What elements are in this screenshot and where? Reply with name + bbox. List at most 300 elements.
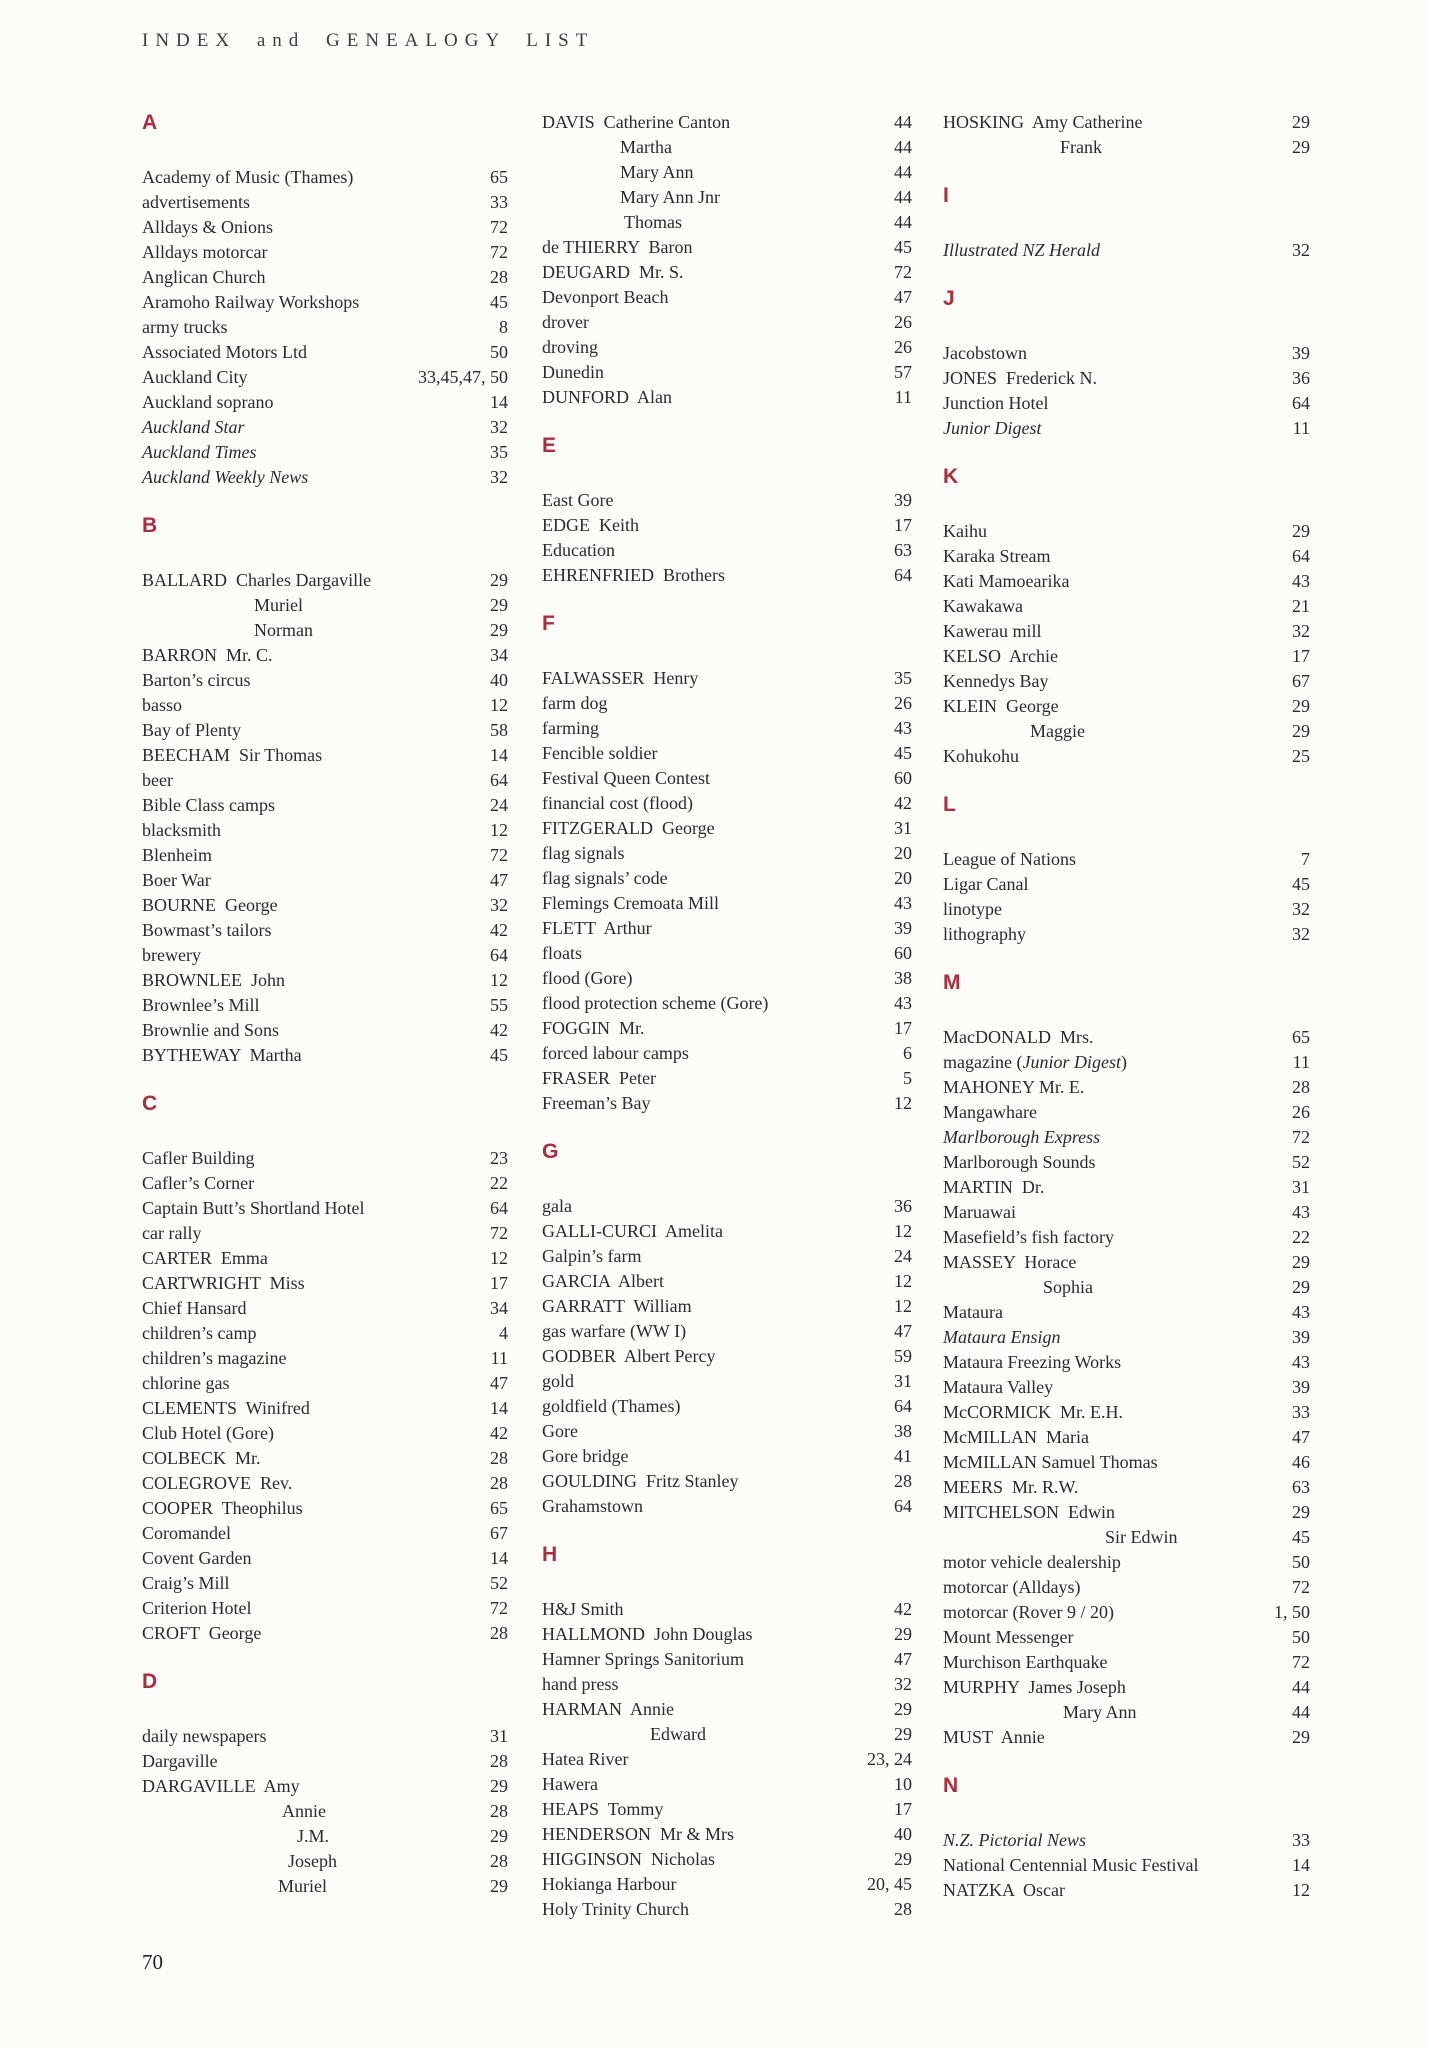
index-entry xyxy=(943,366,1310,391)
index-entry xyxy=(542,1419,912,1444)
index-entry xyxy=(542,110,912,135)
entry-page: 65 xyxy=(490,167,508,187)
index-entry xyxy=(943,897,1310,922)
index-entry xyxy=(943,1150,1310,1175)
index-entry xyxy=(943,1600,1310,1625)
entry-label: MEERS Mr. R.W. xyxy=(943,1477,1079,1497)
entry-label: flood protection scheme (Gore) xyxy=(542,993,769,1013)
entry-label: Kaihu xyxy=(943,521,987,541)
index-entry xyxy=(943,519,1310,544)
entry-label: Ligar Canal xyxy=(943,874,1029,894)
index-entry xyxy=(943,719,1310,744)
entry-page: 32 xyxy=(1292,924,1310,944)
entry-page: 12 xyxy=(490,695,508,715)
entry-page: 60 xyxy=(894,768,912,788)
entry-label: East Gore xyxy=(542,490,614,510)
entry-label: FOGGIN Mr. xyxy=(542,1018,645,1038)
entry-label: children’s camp xyxy=(142,1323,257,1343)
entry-label: Auckland City xyxy=(142,367,248,387)
entry-label: McCORMICK Mr. E.H. xyxy=(943,1402,1124,1422)
entry-label: gas warfare (WW I) xyxy=(542,1321,687,1341)
entry-page: 29 xyxy=(894,1849,912,1869)
index-entry xyxy=(142,290,508,315)
index-entry xyxy=(142,818,508,843)
index-entry xyxy=(142,1799,508,1824)
entry-label: flag signals xyxy=(542,843,625,863)
entry-label: GARCIA Albert xyxy=(542,1271,665,1291)
index-entry xyxy=(943,1275,1310,1300)
index-entry xyxy=(542,941,912,966)
entry-page: 29 xyxy=(490,1876,508,1896)
index-entry xyxy=(943,1375,1310,1400)
entry-page: 12 xyxy=(894,1296,912,1316)
entry-label: Hokianga Harbour xyxy=(542,1874,677,1894)
entry-page: 42 xyxy=(490,1020,508,1040)
index-entry xyxy=(542,360,912,385)
entry-label: Auckland soprano xyxy=(142,392,274,412)
index-entry xyxy=(943,135,1310,160)
section-entries xyxy=(943,1828,1310,1903)
index-entry xyxy=(142,1546,508,1571)
entry-label: GOULDING Fritz Stanley xyxy=(542,1471,739,1491)
index-entry xyxy=(542,1469,912,1494)
entry-page: 41 xyxy=(894,1446,912,1466)
entry-label: Galpin’s farm xyxy=(542,1246,642,1266)
index-entry xyxy=(542,916,912,941)
index-entry xyxy=(142,1724,508,1749)
entry-page: 29 xyxy=(894,1699,912,1719)
entry-page: 72 xyxy=(490,1598,508,1618)
entry-label: advertisements xyxy=(142,192,250,212)
index-entry xyxy=(943,1075,1310,1100)
index-entry xyxy=(142,1043,508,1068)
entry-label: HALLMOND John Douglas xyxy=(542,1624,753,1644)
entry-page: 14 xyxy=(490,1398,508,1418)
entry-label: MARTIN Dr. xyxy=(943,1177,1045,1197)
index-entry xyxy=(542,513,912,538)
entry-label: Kennedys Bay xyxy=(943,671,1049,691)
entry-label: MASSEY Horace xyxy=(943,1252,1077,1272)
entry-label: Kawakawa xyxy=(943,596,1023,616)
index-entry xyxy=(542,1897,912,1922)
entry-page: 44 xyxy=(894,187,912,207)
entry-page: 28 xyxy=(490,1751,508,1771)
index-entry xyxy=(943,1250,1310,1275)
entry-page: 29 xyxy=(490,595,508,615)
entry-page: 10 xyxy=(894,1774,912,1794)
entry-label: Marlborough Sounds xyxy=(943,1152,1096,1172)
index-entry xyxy=(542,538,912,563)
index-section-b xyxy=(142,513,508,1068)
entry-label: gala xyxy=(542,1196,572,1216)
index-entry xyxy=(142,315,508,340)
index-entry xyxy=(142,1749,508,1774)
index-entry xyxy=(142,918,508,943)
index-entry xyxy=(943,341,1310,366)
entry-page: 20, 45 xyxy=(867,1874,912,1894)
entry-page: 43 xyxy=(1292,1352,1310,1372)
entry-label: MacDONALD Mrs. xyxy=(943,1027,1094,1047)
entry-page: 72 xyxy=(490,1223,508,1243)
index-entry xyxy=(142,843,508,868)
entry-page: 39 xyxy=(1292,343,1310,363)
entry-page: 17 xyxy=(894,1799,912,1819)
entry-label: Cafler Building xyxy=(142,1148,255,1168)
index-entry xyxy=(542,766,912,791)
entry-page: 38 xyxy=(894,968,912,988)
entry-page: 67 xyxy=(490,1523,508,1543)
page-number: 70 xyxy=(142,1950,163,1974)
index-entry xyxy=(542,385,912,410)
entry-label: H&J Smith xyxy=(542,1599,624,1619)
entry-page: 72 xyxy=(490,242,508,262)
entry-label: KELSO Archie xyxy=(943,646,1058,666)
index-entry xyxy=(542,160,912,185)
index-entry xyxy=(142,240,508,265)
index-entry xyxy=(142,768,508,793)
entry-page: 57 xyxy=(894,362,912,382)
index-entry xyxy=(142,893,508,918)
entry-page: 34 xyxy=(490,645,508,665)
entry-page: 72 xyxy=(1292,1127,1310,1147)
entry-page: 44 xyxy=(1292,1677,1310,1697)
entry-label: droving xyxy=(542,337,598,357)
index-entry xyxy=(142,968,508,993)
entry-page: 64 xyxy=(490,770,508,790)
entry-page: 12 xyxy=(490,820,508,840)
entry-label: Education xyxy=(542,540,615,560)
entry-page: 45 xyxy=(490,292,508,312)
index-entry xyxy=(943,872,1310,897)
entry-page: 43 xyxy=(894,718,912,738)
index-entry xyxy=(542,1016,912,1041)
section-letter-e: E xyxy=(542,434,557,457)
entry-label: Gore bridge xyxy=(542,1446,629,1466)
section-entries xyxy=(943,847,1310,947)
entry-page: 35 xyxy=(490,442,508,462)
section-letter-a: A xyxy=(142,111,158,134)
entry-page: 17 xyxy=(490,1273,508,1293)
index-section-j xyxy=(943,286,1310,441)
entry-page: 32 xyxy=(894,1674,912,1694)
entry-label: brewery xyxy=(142,945,201,965)
index-entry xyxy=(142,1446,508,1471)
entry-page: 34 xyxy=(490,1298,508,1318)
entry-label: Hatea River xyxy=(542,1749,629,1769)
index-section-m xyxy=(943,970,1310,1750)
entry-label: Cafler’s Corner xyxy=(142,1173,255,1193)
index-entry xyxy=(542,235,912,260)
entry-label: HOSKING Amy Catherine xyxy=(943,112,1143,132)
entry-label: Junction Hotel xyxy=(943,393,1049,413)
index-entry xyxy=(542,1344,912,1369)
index-entry xyxy=(542,1847,912,1872)
index-column-3 xyxy=(943,110,1310,1903)
entry-page: 17 xyxy=(1292,646,1310,666)
index-entry xyxy=(542,563,912,588)
entry-page: 6 xyxy=(903,1043,912,1063)
index-entry xyxy=(943,1125,1310,1150)
entry-page: 29 xyxy=(1292,521,1310,541)
index-entry xyxy=(142,943,508,968)
index-entry xyxy=(943,1675,1310,1700)
entry-label: BROWNLEE John xyxy=(142,970,285,990)
index-section-continued xyxy=(542,110,912,410)
entry-page: 52 xyxy=(490,1573,508,1593)
entry-page: 12 xyxy=(490,1248,508,1268)
index-section-f xyxy=(542,611,912,1116)
index-entry xyxy=(943,594,1310,619)
entry-label: MURPHY James Joseph xyxy=(943,1677,1126,1697)
entry-page: 33 xyxy=(1292,1830,1310,1850)
entry-label: CROFT George xyxy=(142,1623,262,1643)
entry-label: Gore xyxy=(542,1421,578,1441)
entry-label: Frank xyxy=(1060,137,1102,157)
index-entry xyxy=(142,1496,508,1521)
entry-label: McMILLAN Samuel Thomas xyxy=(943,1452,1158,1472)
entry-page: 46 xyxy=(1292,1452,1310,1472)
entry-page: 21 xyxy=(1292,596,1310,616)
index-section-n xyxy=(943,1773,1310,1903)
entry-label: BALLARD Charles Dargaville xyxy=(142,570,372,590)
index-section-continued xyxy=(943,110,1310,160)
entry-page: 72 xyxy=(490,217,508,237)
entry-page: 40 xyxy=(490,670,508,690)
entry-page: 45 xyxy=(894,743,912,763)
entry-label: Masefield’s fish factory xyxy=(943,1227,1114,1247)
entry-page: 33,45,47, 50 xyxy=(418,367,508,387)
entry-page: 43 xyxy=(1292,571,1310,591)
entry-page: 38 xyxy=(894,1421,912,1441)
index-entry xyxy=(943,1725,1310,1750)
entry-page: 29 xyxy=(1292,137,1310,157)
entry-page: 65 xyxy=(1292,1027,1310,1047)
index-entry xyxy=(943,1878,1310,1903)
index-entry xyxy=(142,1246,508,1271)
entry-label: GARRATT William xyxy=(542,1296,692,1316)
entry-label: Brownlee’s Mill xyxy=(142,995,260,1015)
index-section-l xyxy=(943,792,1310,947)
entry-label: Alldays motorcar xyxy=(142,242,268,262)
entry-page: 43 xyxy=(894,893,912,913)
index-entry xyxy=(142,1421,508,1446)
entry-page: 47 xyxy=(490,870,508,890)
index-entry xyxy=(943,669,1310,694)
entry-label: car rally xyxy=(142,1223,202,1243)
index-entry xyxy=(943,110,1310,135)
entry-page: 28 xyxy=(894,1899,912,1919)
index-entry xyxy=(943,1400,1310,1425)
index-entry xyxy=(542,335,912,360)
index-entry xyxy=(142,440,508,465)
entry-page: 31 xyxy=(490,1726,508,1746)
entry-page: 47 xyxy=(894,287,912,307)
entry-label: Auckland Star xyxy=(142,417,245,437)
index-entry xyxy=(542,791,912,816)
index-entry xyxy=(542,1622,912,1647)
entry-page: 1, 50 xyxy=(1274,1602,1310,1622)
section-entries xyxy=(542,1194,912,1519)
index-entry xyxy=(142,415,508,440)
index-entry xyxy=(142,215,508,240)
index-entry xyxy=(142,1521,508,1546)
entry-page: 5 xyxy=(903,1068,912,1088)
index-section-e xyxy=(542,433,912,588)
entry-label: Academy of Music (Thames) xyxy=(142,167,354,187)
entry-page: 32 xyxy=(490,467,508,487)
index-entry xyxy=(943,1225,1310,1250)
entry-page: 64 xyxy=(894,1396,912,1416)
entry-label: Coromandel xyxy=(142,1523,231,1543)
entry-label: N.Z. Pictorial News xyxy=(943,1830,1087,1850)
section-letter-f: F xyxy=(542,612,555,635)
entry-label: Kohukohu xyxy=(943,746,1019,766)
entry-page: 39 xyxy=(894,918,912,938)
entry-page: 47 xyxy=(1292,1427,1310,1447)
index-entry xyxy=(542,135,912,160)
entry-page: 26 xyxy=(894,312,912,332)
entry-label: Mangawhare xyxy=(943,1102,1037,1122)
entry-label: Mary Ann Jnr xyxy=(620,187,720,207)
index-entry xyxy=(542,1672,912,1697)
entry-page: 12 xyxy=(894,1271,912,1291)
section-entries xyxy=(943,1025,1310,1750)
entry-label: Muriel xyxy=(254,595,303,615)
entry-label: Auckland Weekly News xyxy=(142,467,309,487)
entry-page: 29 xyxy=(894,1724,912,1744)
entry-label: Mount Messenger xyxy=(943,1627,1074,1647)
entry-label: children’s magazine xyxy=(142,1348,287,1368)
index-entry xyxy=(542,1244,912,1269)
entry-label: Junior Digest xyxy=(943,418,1042,438)
entry-page: 64 xyxy=(490,945,508,965)
entry-page: 29 xyxy=(1292,696,1310,716)
entry-label: lithography xyxy=(943,924,1026,944)
index-entry xyxy=(943,1425,1310,1450)
entry-label: Boer War xyxy=(142,870,211,890)
index-entry xyxy=(943,1550,1310,1575)
section-entries xyxy=(142,165,508,490)
entry-label: Sir Edwin xyxy=(1105,1527,1178,1547)
index-entry xyxy=(142,1221,508,1246)
entry-page: 29 xyxy=(490,620,508,640)
entry-label: motor vehicle dealership xyxy=(943,1552,1121,1572)
index-entry xyxy=(943,1050,1310,1075)
entry-page: 43 xyxy=(894,993,912,1013)
entry-label: Grahamstown xyxy=(542,1496,643,1516)
entry-label: GALLI-CURCI Amelita xyxy=(542,1221,723,1241)
index-entry xyxy=(542,1194,912,1219)
entry-page: 65 xyxy=(490,1498,508,1518)
index-entry xyxy=(542,210,912,235)
section-entries xyxy=(142,1724,508,1899)
index-entry xyxy=(542,285,912,310)
entry-page: 72 xyxy=(1292,1577,1310,1597)
entry-page: 29 xyxy=(1292,1502,1310,1522)
index-entry xyxy=(542,1269,912,1294)
entry-label: Murchison Earthquake xyxy=(943,1652,1108,1672)
index-entry xyxy=(142,993,508,1018)
entry-page: 47 xyxy=(894,1649,912,1669)
entry-label: JONES Frederick N. xyxy=(943,368,1097,388)
entry-label: McMILLAN Maria xyxy=(943,1427,1089,1447)
index-entry xyxy=(542,1722,912,1747)
entry-label: KLEIN George xyxy=(943,696,1059,716)
entry-label: Barton’s circus xyxy=(142,670,251,690)
index-entry xyxy=(542,816,912,841)
entry-page: 31 xyxy=(894,818,912,838)
index-entry xyxy=(542,1772,912,1797)
entry-page: 7 xyxy=(1301,849,1310,869)
entry-label: DARGAVILLE Amy xyxy=(142,1776,300,1796)
index-entry xyxy=(142,1346,508,1371)
index-entry xyxy=(142,190,508,215)
entry-page: 44 xyxy=(894,212,912,232)
entry-label: Dunedin xyxy=(542,362,604,382)
entry-page: 64 xyxy=(894,565,912,585)
entry-label: Club Hotel (Gore) xyxy=(142,1423,274,1443)
index-entry xyxy=(142,868,508,893)
entry-label: hand press xyxy=(542,1674,619,1694)
entry-label: FALWASSER Henry xyxy=(542,668,699,688)
index-entry xyxy=(542,1394,912,1419)
entry-page: 28 xyxy=(490,1448,508,1468)
index-entry xyxy=(943,1350,1310,1375)
entry-label: HARMAN Annie xyxy=(542,1699,675,1719)
entry-page: 14 xyxy=(1292,1855,1310,1875)
index-entry xyxy=(142,593,508,618)
entry-label: Illustrated NZ Herald xyxy=(943,240,1101,260)
index-entry xyxy=(943,1300,1310,1325)
entry-page: 14 xyxy=(490,1548,508,1568)
index-entry xyxy=(142,1774,508,1799)
section-entries xyxy=(542,110,912,410)
index-columns xyxy=(0,110,1429,1950)
entry-page: 44 xyxy=(1292,1702,1310,1722)
entry-page: 59 xyxy=(894,1346,912,1366)
entry-label: Hawera xyxy=(542,1774,598,1794)
entry-page: 45 xyxy=(490,1045,508,1065)
index-entry xyxy=(142,1471,508,1496)
index-entry xyxy=(542,741,912,766)
index-entry xyxy=(943,922,1310,947)
index-entry xyxy=(542,1822,912,1847)
index-entry xyxy=(142,265,508,290)
entry-label: forced labour camps xyxy=(542,1043,689,1063)
entry-page: 43 xyxy=(1292,1302,1310,1322)
entry-label: CARTWRIGHT Miss xyxy=(142,1273,305,1293)
section-letter-k: K xyxy=(943,465,959,488)
entry-page: 11 xyxy=(894,387,912,407)
entry-page: 14 xyxy=(490,745,508,765)
entry-page: 28 xyxy=(490,267,508,287)
index-entry xyxy=(943,1450,1310,1475)
index-entry xyxy=(142,1321,508,1346)
entry-page: 47 xyxy=(490,1373,508,1393)
entry-page: 50 xyxy=(1292,1627,1310,1647)
entry-page: 29 xyxy=(1292,721,1310,741)
index-entry xyxy=(542,1219,912,1244)
index-entry xyxy=(542,1041,912,1066)
index-entry xyxy=(542,310,912,335)
entry-label: Mataura Freezing Works xyxy=(943,1352,1122,1372)
entry-page: 58 xyxy=(490,720,508,740)
entry-page: 44 xyxy=(894,137,912,157)
entry-label: MUST Annie xyxy=(943,1727,1045,1747)
entry-page: 72 xyxy=(490,845,508,865)
index-entry xyxy=(142,643,508,668)
entry-label: Kawerau mill xyxy=(943,621,1042,641)
